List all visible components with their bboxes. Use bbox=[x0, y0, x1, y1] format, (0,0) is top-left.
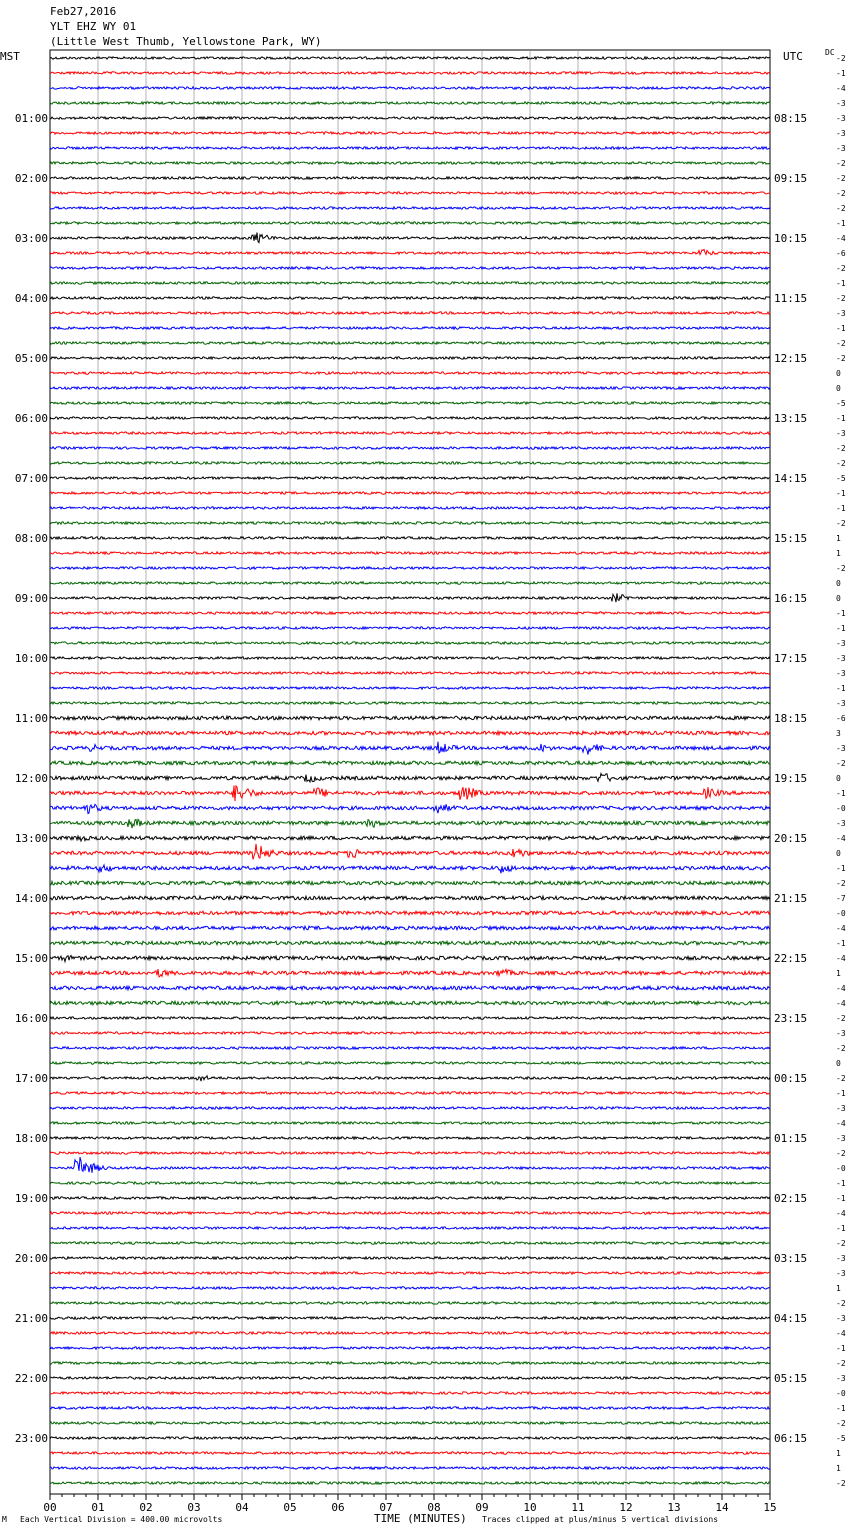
dc-offset-label: -4 bbox=[836, 954, 846, 963]
trace-line bbox=[50, 612, 770, 614]
dc-offset-label: -3 bbox=[836, 1029, 846, 1038]
dc-offset-label: 0 bbox=[836, 849, 841, 858]
trace-line bbox=[50, 1272, 770, 1274]
trace-line bbox=[50, 1197, 770, 1199]
dc-offset-label: -3 bbox=[836, 429, 846, 438]
trace-line bbox=[50, 1407, 770, 1409]
dc-offset-label: 0 bbox=[836, 594, 841, 603]
trace-line bbox=[50, 1377, 770, 1379]
trace-line bbox=[50, 1032, 770, 1034]
footer-mark: M bbox=[2, 1515, 7, 1524]
trace-line bbox=[50, 372, 770, 374]
clip-note: Traces clipped at plus/minus 5 vertical divisions bbox=[482, 1515, 719, 1524]
trace-line bbox=[50, 1182, 770, 1184]
trace-line bbox=[50, 492, 770, 494]
x-tick-label: 08 bbox=[427, 1501, 441, 1514]
dc-offset-label: -2 bbox=[836, 174, 846, 183]
station-code: YLT EHZ WY 01 bbox=[50, 20, 137, 33]
mst-hour-label: 23:00 bbox=[14, 1432, 48, 1445]
trace-line bbox=[50, 1227, 770, 1229]
dc-offset-label: 1 bbox=[836, 1284, 841, 1293]
dc-offset-label: -2 bbox=[836, 879, 846, 888]
dc-offset-label: -4 bbox=[836, 1209, 846, 1218]
trace-line bbox=[50, 1076, 770, 1081]
utc-hour-label: 09:15 bbox=[774, 172, 808, 185]
dc-offset-label: -2 bbox=[836, 189, 846, 198]
dc-offset-label: -3 bbox=[836, 1134, 846, 1143]
trace-line bbox=[50, 926, 770, 930]
utc-hour-label: 14:15 bbox=[774, 472, 808, 485]
utc-hour-label: 03:15 bbox=[774, 1252, 808, 1265]
x-tick-label: 13 bbox=[667, 1501, 681, 1514]
trace-line bbox=[50, 102, 770, 104]
dc-offset-label: -1 bbox=[836, 69, 846, 78]
right-axis-title: UTC bbox=[783, 50, 803, 63]
trace-line bbox=[50, 1257, 770, 1259]
trace-line bbox=[50, 1482, 770, 1484]
x-tick-label: 14 bbox=[715, 1501, 729, 1514]
trace-line bbox=[50, 742, 770, 755]
trace-line bbox=[50, 702, 770, 704]
axis-labels bbox=[15, 54, 846, 1514]
dc-offset-label: -2 bbox=[836, 1239, 846, 1248]
dc-offset-label: 1 bbox=[836, 1464, 841, 1473]
trace-line bbox=[50, 57, 770, 59]
dc-offset-label: -2 bbox=[836, 339, 846, 348]
x-tick-label: 01 bbox=[91, 1501, 105, 1514]
dc-offset-label: -1 bbox=[836, 624, 846, 633]
dc-offset-label: -1 bbox=[836, 504, 846, 513]
dc-offset-label: -4 bbox=[836, 1329, 846, 1338]
mst-hour-label: 11:00 bbox=[14, 712, 48, 725]
trace-line bbox=[50, 327, 770, 329]
dc-offset-label: -2 bbox=[836, 354, 846, 363]
dc-offset-label: -3 bbox=[836, 129, 846, 138]
trace-line bbox=[50, 87, 770, 89]
dc-offset-label: -1 bbox=[836, 489, 846, 498]
station-location: (Little West Thumb, Yellowstone Park, WY) bbox=[50, 35, 322, 48]
trace-line bbox=[50, 522, 770, 524]
mst-hour-label: 06:00 bbox=[14, 412, 48, 425]
scale-note: Each Vertical Division = 400.00 microvolts bbox=[20, 1515, 223, 1524]
x-tick-label: 07 bbox=[379, 1501, 393, 1514]
dc-offset-label: -2 bbox=[836, 204, 846, 213]
dc-offset-label: -0 bbox=[836, 804, 846, 813]
trace-line bbox=[50, 1452, 770, 1454]
mst-hour-label: 14:00 bbox=[14, 892, 48, 905]
trace-line bbox=[50, 1137, 770, 1139]
utc-hour-label: 20:15 bbox=[774, 832, 808, 845]
trace-line bbox=[50, 1152, 770, 1154]
dc-offset-label: -2 bbox=[836, 1014, 846, 1023]
mst-hour-label: 05:00 bbox=[14, 352, 48, 365]
dc-offset-label: -2 bbox=[836, 54, 846, 63]
trace-line bbox=[50, 1362, 770, 1364]
chart-date: Feb27,2016 bbox=[50, 5, 117, 18]
dc-offset-label: -3 bbox=[836, 1269, 846, 1278]
trace-line bbox=[50, 387, 770, 389]
x-tick-label: 15 bbox=[763, 1501, 777, 1514]
mst-hour-label: 03:00 bbox=[14, 232, 48, 245]
trace-line bbox=[50, 1047, 770, 1049]
utc-hour-label: 11:15 bbox=[774, 292, 808, 305]
utc-hour-label: 23:15 bbox=[774, 1012, 808, 1025]
dc-offset-label: -2 bbox=[836, 564, 846, 573]
trace-line bbox=[50, 1302, 770, 1304]
trace-line bbox=[50, 672, 770, 674]
dc-offset-label: -3 bbox=[836, 654, 846, 663]
dc-offset-label: -1 bbox=[836, 609, 846, 618]
trace-line bbox=[50, 1437, 770, 1439]
dc-offset-label: 0 bbox=[836, 369, 841, 378]
dc-offset-label: -7 bbox=[836, 894, 846, 903]
dc-offset-label: -3 bbox=[836, 309, 846, 318]
utc-hour-label: 02:15 bbox=[774, 1192, 808, 1205]
dc-offset-label: -2 bbox=[836, 1044, 846, 1053]
trace-line bbox=[50, 657, 770, 659]
trace-line bbox=[50, 836, 770, 841]
trace-line bbox=[50, 72, 770, 74]
x-tick-label: 02 bbox=[139, 1501, 153, 1514]
dc-offset-label: 0 bbox=[836, 774, 841, 783]
x-tick-label: 12 bbox=[619, 1501, 633, 1514]
dc-offset-label: -2 bbox=[836, 1419, 846, 1428]
dc-offset-label: -3 bbox=[836, 99, 846, 108]
trace-line bbox=[50, 941, 770, 945]
trace-line bbox=[50, 804, 770, 813]
dc-offset-label: -2 bbox=[836, 1299, 846, 1308]
trace-line bbox=[50, 402, 770, 404]
dc-offset-label: -6 bbox=[836, 714, 846, 723]
dc-offset-label: -4 bbox=[836, 234, 846, 243]
trace-line bbox=[50, 357, 770, 359]
trace-line bbox=[50, 819, 770, 828]
dc-offset-label: -4 bbox=[836, 924, 846, 933]
utc-hour-label: 17:15 bbox=[774, 652, 808, 665]
dc-offset-label: -2 bbox=[836, 759, 846, 768]
dc-offset-label: -2 bbox=[836, 159, 846, 168]
mst-hour-label: 18:00 bbox=[14, 1132, 48, 1145]
dc-offset-label: -1 bbox=[836, 789, 846, 798]
dc-offset-label: -0 bbox=[836, 909, 846, 918]
trace-line bbox=[50, 1157, 770, 1173]
plot-frame bbox=[50, 50, 770, 1494]
mst-hour-label: 20:00 bbox=[14, 1252, 48, 1265]
trace-line bbox=[50, 1212, 770, 1214]
trace-line bbox=[50, 716, 770, 720]
dc-offset-label: -3 bbox=[836, 669, 846, 678]
dc-offset-label: 1 bbox=[836, 1449, 841, 1458]
trace-line bbox=[50, 267, 770, 269]
mst-hour-label: 09:00 bbox=[14, 592, 48, 605]
utc-hour-label: 12:15 bbox=[774, 352, 808, 365]
dc-offset-label: -3 bbox=[836, 819, 846, 828]
mst-hour-label: 21:00 bbox=[14, 1312, 48, 1325]
trace-line bbox=[50, 687, 770, 689]
utc-hour-label: 06:15 bbox=[774, 1432, 808, 1445]
dc-offset-label: -3 bbox=[836, 699, 846, 708]
dc-offset-label: -1 bbox=[836, 279, 846, 288]
x-tick-label: 06 bbox=[331, 1501, 345, 1514]
trace-line bbox=[50, 462, 770, 464]
dc-offset-label: -0 bbox=[836, 1164, 846, 1173]
trace-line bbox=[50, 1467, 770, 1469]
dc-offset-label: -1 bbox=[836, 1224, 846, 1233]
trace-line bbox=[50, 567, 770, 569]
dc-offset-label: -3 bbox=[836, 1374, 846, 1383]
trace-line bbox=[50, 1392, 770, 1394]
x-tick-label: 03 bbox=[187, 1501, 201, 1514]
trace-line bbox=[50, 1422, 770, 1424]
trace-line bbox=[50, 1287, 770, 1289]
trace-line bbox=[50, 249, 770, 254]
x-tick-label: 11 bbox=[571, 1501, 585, 1514]
dc-offset-label: -2 bbox=[836, 264, 846, 273]
trace-line bbox=[50, 447, 770, 449]
utc-hour-label: 15:15 bbox=[774, 532, 808, 545]
trace-line bbox=[50, 1107, 770, 1109]
dc-offset-label: -1 bbox=[836, 1344, 846, 1353]
trace-line bbox=[50, 432, 770, 434]
mst-hour-label: 13:00 bbox=[14, 832, 48, 845]
x-tick-label: 09 bbox=[475, 1501, 489, 1514]
dc-offset-label: -1 bbox=[836, 864, 846, 873]
trace-line bbox=[50, 297, 770, 299]
dc-offset-label: -1 bbox=[836, 1404, 846, 1413]
trace-line bbox=[50, 627, 770, 629]
trace-line bbox=[50, 986, 770, 990]
mst-hour-label: 22:00 bbox=[14, 1372, 48, 1385]
dc-offset-label: 3 bbox=[836, 729, 841, 738]
dc-offset-label: 0 bbox=[836, 1059, 841, 1068]
dc-offset-label: -3 bbox=[836, 1254, 846, 1263]
mst-hour-label: 19:00 bbox=[14, 1192, 48, 1205]
dc-offset-label: 0 bbox=[836, 579, 841, 588]
trace-line bbox=[50, 881, 770, 885]
trace-line bbox=[50, 117, 770, 119]
dc-offset-label: -1 bbox=[836, 1089, 846, 1098]
trace-line bbox=[50, 1317, 770, 1319]
trace-line bbox=[50, 477, 770, 479]
dc-offset-label: -1 bbox=[836, 219, 846, 228]
trace-line bbox=[50, 1347, 770, 1349]
trace-line bbox=[50, 969, 770, 977]
trace-line bbox=[50, 132, 770, 134]
trace-line bbox=[50, 582, 770, 584]
mst-hour-label: 02:00 bbox=[14, 172, 48, 185]
trace-line bbox=[50, 222, 770, 224]
utc-hour-label: 13:15 bbox=[774, 412, 808, 425]
trace-line bbox=[50, 593, 770, 602]
trace-line bbox=[50, 786, 770, 802]
dc-offset-label: -2 bbox=[836, 519, 846, 528]
utc-hour-label: 00:15 bbox=[774, 1072, 808, 1085]
trace-line bbox=[50, 1242, 770, 1244]
dc-offset-label: -2 bbox=[836, 444, 846, 453]
trace-line bbox=[50, 1062, 770, 1064]
dc-offset-label: -1 bbox=[836, 1194, 846, 1203]
dc-title: DC bbox=[825, 48, 835, 57]
trace-line bbox=[50, 1092, 770, 1094]
mst-hour-label: 01:00 bbox=[14, 112, 48, 125]
dc-offset-label: -3 bbox=[836, 114, 846, 123]
utc-hour-label: 19:15 bbox=[774, 772, 808, 785]
dc-offset-label: -2 bbox=[836, 294, 846, 303]
dc-offset-label: -0 bbox=[836, 1389, 846, 1398]
mst-hour-label: 04:00 bbox=[14, 292, 48, 305]
trace-line bbox=[50, 911, 770, 915]
mst-hour-label: 17:00 bbox=[14, 1072, 48, 1085]
trace-line bbox=[50, 552, 770, 554]
utc-hour-label: 05:15 bbox=[774, 1372, 808, 1385]
trace-line bbox=[50, 1001, 770, 1005]
dc-offset-label: -2 bbox=[836, 1359, 846, 1368]
dc-offset-label: -1 bbox=[836, 939, 846, 948]
trace-line bbox=[50, 761, 770, 765]
x-tick-label: 00 bbox=[43, 1501, 57, 1514]
dc-offset-label: -3 bbox=[836, 639, 846, 648]
utc-hour-label: 01:15 bbox=[774, 1132, 808, 1145]
trace-line bbox=[50, 865, 770, 873]
trace-line bbox=[50, 642, 770, 644]
trace-line bbox=[50, 417, 770, 419]
x-tick-label: 04 bbox=[235, 1501, 249, 1514]
traces bbox=[50, 57, 770, 1484]
dc-offset-label: -2 bbox=[836, 1074, 846, 1083]
trace-line bbox=[50, 844, 770, 860]
trace-line bbox=[50, 162, 770, 164]
dc-offset-label: -2 bbox=[836, 459, 846, 468]
trace-line bbox=[50, 192, 770, 194]
dc-offset-label: -4 bbox=[836, 984, 846, 993]
dc-offset-label: -1 bbox=[836, 684, 846, 693]
dc-offset-label: -5 bbox=[836, 474, 846, 483]
trace-line bbox=[50, 147, 770, 149]
dc-offset-label: 1 bbox=[836, 549, 841, 558]
utc-hour-label: 10:15 bbox=[774, 232, 808, 245]
trace-line bbox=[50, 507, 770, 509]
mst-hour-label: 10:00 bbox=[14, 652, 48, 665]
dc-offset-label: -3 bbox=[836, 744, 846, 753]
dc-offset-label: -4 bbox=[836, 999, 846, 1008]
dc-offset-label: -5 bbox=[836, 399, 846, 408]
dc-offset-label: -3 bbox=[836, 1104, 846, 1113]
dc-offset-label: 1 bbox=[836, 969, 841, 978]
dc-offset-label: 0 bbox=[836, 384, 841, 393]
trace-line bbox=[50, 342, 770, 344]
dc-offset-label: -6 bbox=[836, 249, 846, 258]
utc-hour-label: 22:15 bbox=[774, 952, 808, 965]
trace-line bbox=[50, 1122, 770, 1124]
trace-line bbox=[50, 731, 770, 735]
utc-hour-label: 21:15 bbox=[774, 892, 808, 905]
trace-line bbox=[50, 896, 770, 900]
x-tick-label: 05 bbox=[283, 1501, 297, 1514]
utc-hour-label: 04:15 bbox=[774, 1312, 808, 1325]
dc-offset-label: -2 bbox=[836, 1149, 846, 1158]
trace-line bbox=[50, 1332, 770, 1334]
trace-line bbox=[50, 774, 770, 782]
x-tick-label: 10 bbox=[523, 1501, 537, 1514]
dc-offset-label: -4 bbox=[836, 84, 846, 93]
dc-offset-label: -4 bbox=[836, 834, 846, 843]
mst-hour-label: 12:00 bbox=[14, 772, 48, 785]
dc-offset-label: -2 bbox=[836, 1479, 846, 1488]
trace-line bbox=[50, 537, 770, 539]
grid bbox=[50, 50, 770, 1494]
mst-hour-label: 15:00 bbox=[14, 952, 48, 965]
trace-line bbox=[50, 955, 770, 961]
dc-offset-label: -4 bbox=[836, 1119, 846, 1128]
dc-offset-label: -5 bbox=[836, 1434, 846, 1443]
trace-line bbox=[50, 177, 770, 179]
trace-line bbox=[50, 233, 770, 243]
trace-line bbox=[50, 282, 770, 284]
mst-hour-label: 16:00 bbox=[14, 1012, 48, 1025]
trace-line bbox=[50, 312, 770, 314]
utc-hour-label: 18:15 bbox=[774, 712, 808, 725]
dc-offset-label: -1 bbox=[836, 414, 846, 423]
dc-offset-label: -1 bbox=[836, 1179, 846, 1188]
utc-hour-label: 08:15 bbox=[774, 112, 808, 125]
left-axis-title: MST bbox=[0, 50, 20, 63]
dc-offset-label: -3 bbox=[836, 144, 846, 153]
mst-hour-label: 07:00 bbox=[14, 472, 48, 485]
trace-line bbox=[50, 1017, 770, 1019]
trace-line bbox=[50, 207, 770, 209]
dc-offset-label: 1 bbox=[836, 534, 841, 543]
utc-hour-label: 16:15 bbox=[774, 592, 808, 605]
mst-hour-label: 08:00 bbox=[14, 532, 48, 545]
dc-offset-label: -3 bbox=[836, 1314, 846, 1323]
x-axis-label: TIME (MINUTES) bbox=[374, 1512, 467, 1525]
dc-offset-label: -1 bbox=[836, 324, 846, 333]
